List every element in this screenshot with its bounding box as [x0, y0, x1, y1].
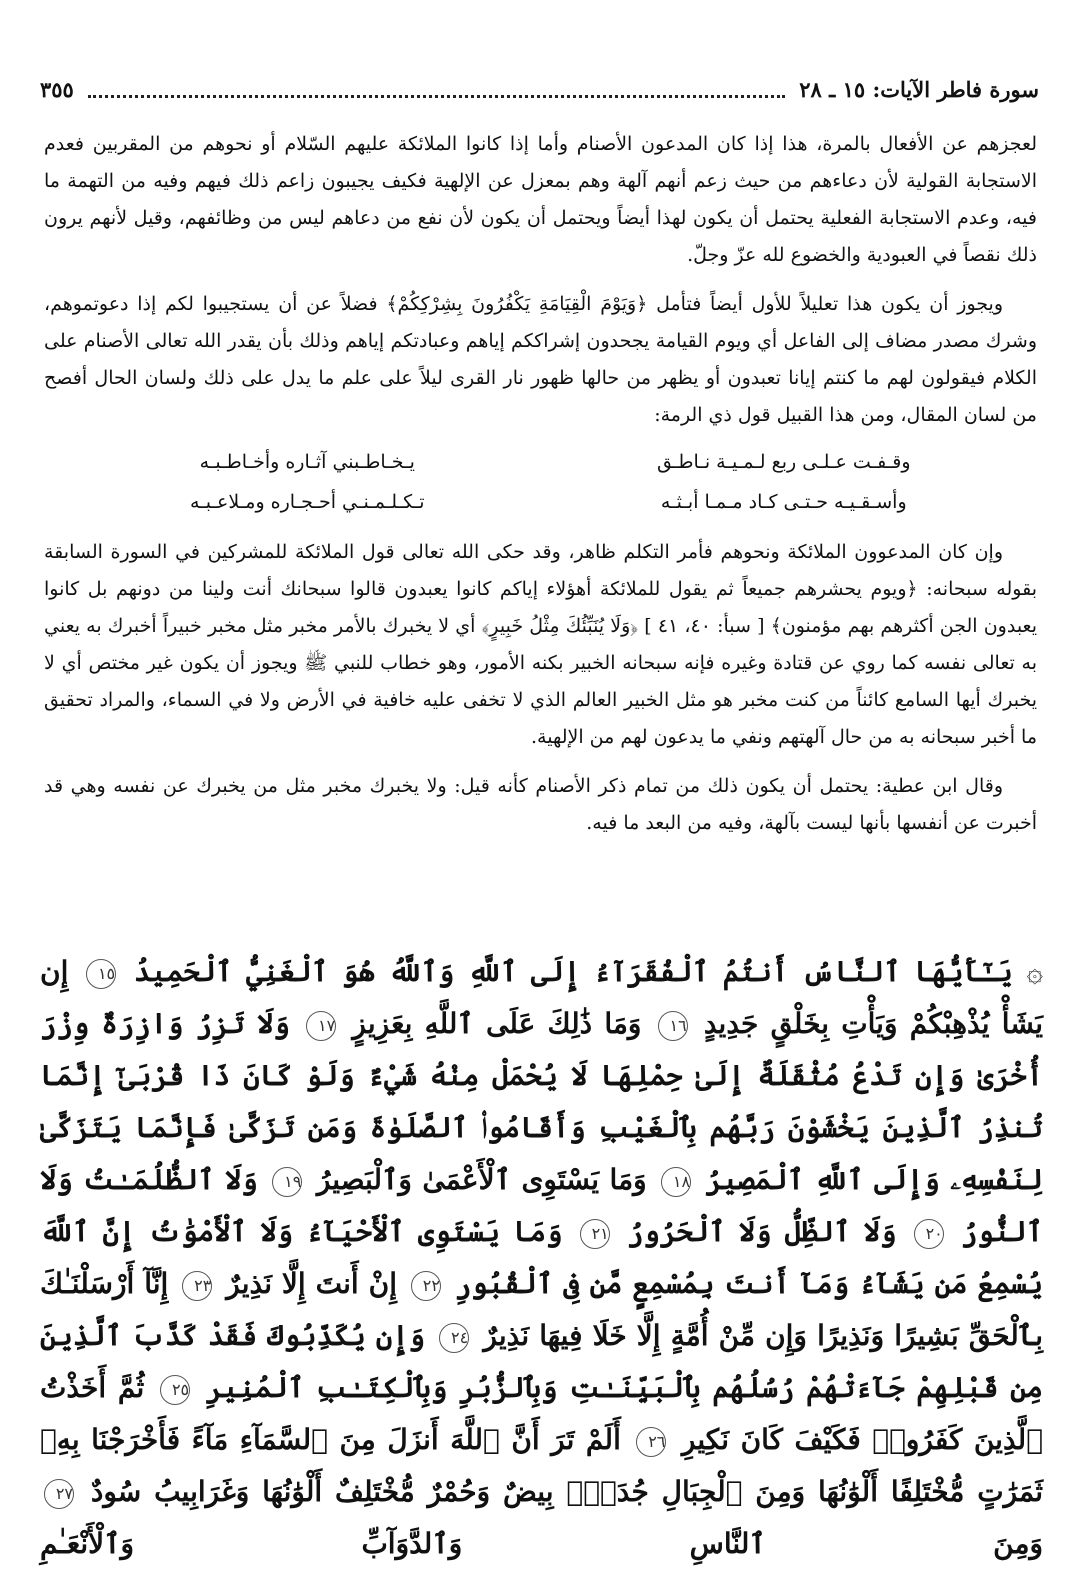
page-number: ٣٥٥ [40, 76, 74, 102]
ayah-number-marker: ١٦ [658, 1011, 688, 1041]
commentary-paragraph: وإن كان المدعوون الملائكة ونحوهم فأمر التكلم ظاهر، وقد حكى الله تعالى قول الملائكة للمشركين في السورة السابقة بقوله سبحانه: ﴿ويوم يحشرهم جميعاً ثم يقول للملائكة أهؤلاء إياكم كانوا يعبدون قالوا سبحانك أنت ولينا من دونهم بل كانوا يعبدون الجن أكثرهم بهم مؤمنون﴾ [ سبأ: ٤٠، ٤١ ] ﴿وَلَا يُنَبِّئُكَ مِثْلُ خَبِيرٍ﴾ أي لا يخبرك بالأمر مخبر مثل مخبر خبيراً أخبرك به يعني به تعالى نفسه كما روي عن قتادة وغيره فإنه سبحانه الخبير بكنه الأمور، وهو خطاب للنبي ﷺ ويجوز أن يكون غير مختص أي لا يخبرك أيها السامع كائناً من كنت مخبر هو مثل الخبير العالم الذي لا تخفى عليه خافية في الأرض ولا في السماء، والمراد تحقيق ما أخبر سبحانه به من حال آلهتهم ونفي ما يدعون لهم من الإلهية. [44, 541, 1038, 748]
ayah-text: وَمِنَ ٱلنَّاسِ وَٱلدَّوَآبِّ وَٱلْأَنْعَـٰمِ [40, 1527, 1043, 1560]
ayah-text: وَمَا ذَٰلِكَ عَلَى ٱللَّهِ بِعَزِيزٍ [352, 1007, 642, 1040]
quran-text-block [40, 946, 1043, 1570]
ayah-number-marker: ٢١ [580, 1219, 610, 1249]
ayah-text: وَمَا يَسْتَوِى ٱلْأَعْمَىٰ وَٱلْبَصِيرُ [316, 1163, 647, 1196]
ayah-text: ثُمَّ أَخَذْتُ ٱلَّذِينَ كَفَرُوا۟ فَكَيْفَ كَانَ نَكِيرِ [40, 1371, 1044, 1456]
ayah-number-marker: ٢٤ [439, 1323, 469, 1353]
commentary-paragraph: وقال ابن عطية: يحتمل أن يكون ذلك من تمام ذكر الأصنام كأنه قيل: ولا يخبرك مخبر مثل من يخبرك عن نفسه وهي قد أخبرت عن أنفسها بأنها ليست بآلهة، وفيه من البعد ما فيه. [44, 775, 1037, 834]
ayah-text: إِن يَشَأْ يُذْهِبْكُمْ وَيَأْتِ بِخَلْقٍ جَدِيدٍ [40, 955, 1044, 1040]
ayah-number-marker: ٢٥ [160, 1375, 190, 1405]
ayah-number-marker: ٢٣ [182, 1271, 212, 1301]
ayah-text: أَلَمْ تَرَ أَنَّ ٱللَّهَ أَنزَلَ مِنَ ٱلسَّمَآءِ مَآءً فَأَخْرَجْنَا بِهِۦ ثَمَرَٰتٍ مُّخْتَلِفًا أَلْوَٰنُهَا وَمِنَ ٱلْجِبَالِ جُدَدٌۢ بِيضٌ وَحُمْرٌ مُّخْتَلِفٌ أَلْوَٰنُهَا وَغَرَابِيبُ سُودٌ [40, 1423, 1043, 1508]
ayah-text: يَـٰٓأَيُّهَا ٱلنَّاسُ أَنتُمُ ٱلْفُقَرَآءُ إِلَى ٱللَّهِ وَٱللَّهُ هُوَ ٱلْغَنِيُّ ٱلْحَمِيدُ [133, 955, 1013, 988]
poem-hemistich: وأسـقـيـه حـتـى كـاد مـمـا أبـثـه [660, 491, 907, 513]
ayah-number-marker: ٢٧ [44, 1479, 74, 1509]
hizb-ornament-icon: ۞ [1026, 955, 1043, 988]
poem-verses [44, 442, 1037, 522]
header-dotted-leader [88, 81, 785, 98]
ayah-text: إِنَّآ أَرْسَلْنَـٰكَ بِٱلْحَقِّ بَشِيرًا وَنَذِيرًا وَإِن مِّنْ أُمَّةٍ إِلَّا خَلَا فِيهَا نَذِيرٌ [40, 1267, 1043, 1352]
ayah-number-marker: ١٧ [306, 1011, 336, 1041]
commentary-text [44, 126, 1037, 842]
ayah-text: إِنْ أَنتَ إِلَّا نَذِيرٌ [226, 1267, 397, 1300]
ayah-text: وَلَا تَزِرُ وَازِرَةٌ وِزْرَ أُخْرَىٰ وَإِن تَدْعُ مُثْقَلَةٌ إِلَىٰ حِمْلِهَا لَا يُحْمَلْ مِنْهُ شَيْءٌ وَلَوْ كَانَ ذَا قُرْبَىٰٓ إِنَّمَا تُنذِرُ ٱلَّذِينَ يَخْشَوْنَ رَبَّهُم بِٱلْغَيْبِ وَأَقَامُوا۟ ٱلصَّلَوٰةَ وَمَن تَزَكَّىٰ فَإِنَّمَا يَتَزَكَّىٰ لِنَفْسِهِۦ وَإِلَى ٱللَّهِ ٱلْمَصِيرُ [40, 1007, 1043, 1196]
commentary-paragraph: ويجوز أن يكون هذا تعليلاً للأول أيضاً فتأمل ﴿وَيَوْمَ الْقِيَامَةِ يَكْفُرُونَ بِشِرْكِكُمْ﴾ فضلاً عن أن يستجيبوا لكم إذا دعوتموهم، وشرك مصدر مضاف إلى الفاعل أي ويوم القيامة يجحدون إشراككم إياهم وعبادتكم إياهم وذلك بأن يقدر الله تعالى الأصنام على الكلام فيقولون لهم ما كنتم إيانا تعبدون أو يظهر من حالها ظهور نار القرى ليلاً على علم ما يدل على ذلك ولسان الحال أفصح من لسان المقال، ومن هذا القبيل قول ذي الرمة: [44, 293, 1037, 426]
poem-hemistich: تـكـلـمـنـي أحـجـاره ومـلاعـبـه [189, 491, 425, 513]
poem-hemistich: يـخـاطـبني آثـاره وأخـاطـبـه [199, 451, 415, 473]
page-header [40, 72, 1039, 106]
ayah-text: وَلَا ٱلظُّلُمَـٰتُ وَلَا ٱلنُّورُ [40, 1163, 1044, 1248]
ayah-number-marker: ٢٦ [636, 1427, 666, 1457]
poem-hemistich: وقـفـت عـلـى ربع لـمـيـة نـاطـق [656, 451, 911, 473]
ayah-number-marker: ١٩ [272, 1167, 302, 1197]
ayah-text: وَإِن يُكَذِّبُوكَ فَقَدْ كَذَّبَ ٱلَّذِينَ مِن قَبْلِهِمْ جَآءَتْهُمْ رُسُلُهُم بِٱلْبَيِّنَـٰتِ وَبِٱلزُّبُرِ وَبِٱلْكِتَـٰبِ ٱلْمُنِيرِ [40, 1319, 1043, 1404]
quran-verses [40, 946, 1043, 1570]
ayah-number-marker: ٢٠ [914, 1219, 944, 1249]
ayah-text: وَمَا يَسْتَوِى ٱلْأَحْيَآءُ وَلَا ٱلْأَمْوَٰتُ إِنَّ ٱللَّهَ يُسْمِعُ مَن يَشَآءُ وَمَآ أَنتَ بِمُسْمِعٍ مَّن فِى ٱلْقُبُورِ [40, 1215, 1044, 1300]
ayah-text: وَلَا ٱلظِّلُّ وَلَا ٱلْحَرُورُ [627, 1215, 897, 1248]
ayah-number-marker: ١٥ [86, 959, 116, 989]
ayah-number-marker: ١٨ [661, 1167, 691, 1197]
running-title: سورة فاطر الآيات: ١٥ ـ ٢٨ [799, 76, 1039, 102]
ayah-number-marker: ٢٢ [411, 1271, 441, 1301]
commentary-paragraph: لعجزهم عن الأفعال بالمرة، هذا إذا كان المدعون الأصنام وأما إذا كانوا الملائكة عليهم السّلام أو نحوهم من المقربين فعدم الاستجابة القولية لأن دعاءهم من حيث زعم أنهم آلهة وهم بمعزل عن الإلهية فكيف يجيبون زاعم ذلك فيهم وفيه من التهمة ما فيه، وعدم الاستجابة الفعلية يحتمل أن يكون لهذا أيضاً ويحتمل أن يكون لأن نفع من دعاهم ليس من وظائفهم، وقيل لأنهم يرون ذلك نقصاً في العبودية والخضوع لله عزّ وجلّ. [44, 133, 1037, 266]
